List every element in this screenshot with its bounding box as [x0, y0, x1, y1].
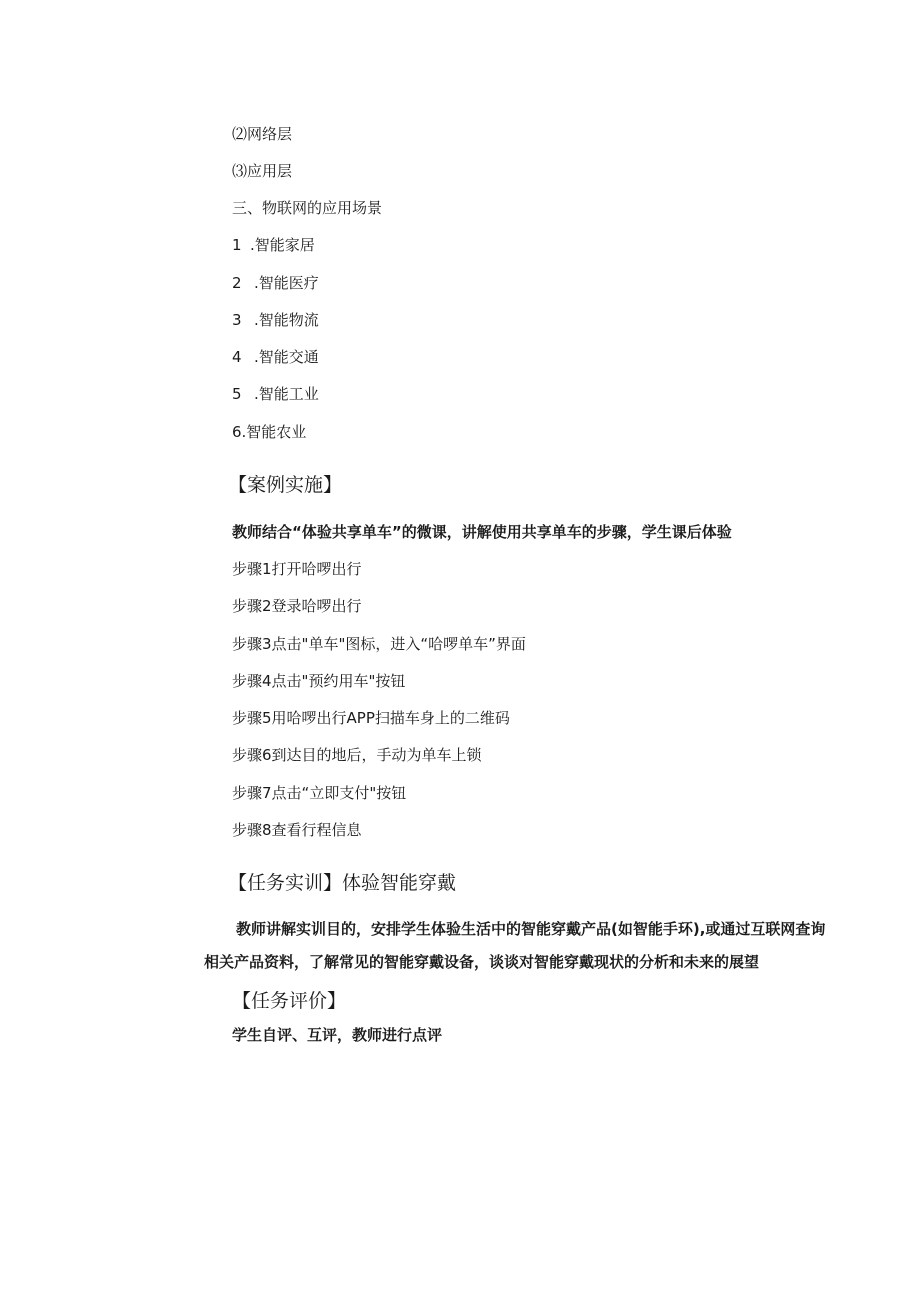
scenario-label: .智能医疗 [254, 274, 319, 292]
scenario-label: .智能物流 [254, 311, 319, 329]
scenario-number: 4 [232, 348, 242, 366]
scenario-item [232, 350, 319, 365]
step-item: 步骤4点击"预约用车"按钮 [232, 672, 406, 690]
case-implementation-heading: 【案例实施】 [228, 474, 343, 496]
task-training-heading: 【任务实训】体验智能穿戴 [228, 872, 457, 894]
step-item: 步骤7点击“立即支付"按钮 [232, 784, 407, 802]
step-item: 步骤8查看行程信息 [232, 821, 362, 839]
scenario-label: 6.智能农业 [232, 423, 307, 441]
task-evaluation-text: 学生自评、互评，教师进行点评 [232, 1026, 443, 1044]
task-evaluation-heading: 【任务评价】 [232, 990, 347, 1012]
scenario-item [232, 313, 319, 328]
scenario-number: 2 [232, 274, 242, 292]
scenario-label: .智能工业 [254, 385, 319, 403]
section-three-heading: 三、物联网的应用场景 [232, 199, 383, 217]
step-item: 步骤2登录哈啰出行 [232, 597, 362, 615]
scenario-item [232, 238, 315, 253]
task-training-text-line2: 相关产品资料，了解常见的智能穿戴设备，谈谈对智能穿戴现状的分析和未来的展望 [204, 953, 760, 971]
scenario-item [232, 425, 306, 440]
scenario-item [232, 276, 319, 291]
scenario-label: .智能家居 [250, 236, 315, 254]
case-intro-text: 教师结合“体验共享单车”的微课，讲解使用共享单车的步骤，学生课后体验 [232, 523, 732, 541]
scenario-number: 5 [232, 385, 242, 403]
scenario-number: 1 [232, 236, 242, 254]
step-item: 步骤5用哈啰出行APP扫描车身上的二维码 [232, 709, 510, 727]
task-training-text-line1: 教师讲解实训目的，安排学生体验生活中的智能穿戴产品(如智能手环),或通过互联网查询 [236, 920, 826, 938]
step-item: 步骤6到达目的地后，手动为单车上锁 [232, 746, 482, 764]
application-layer-item: ⑶应用层 [232, 162, 293, 180]
scenario-label: .智能交通 [254, 348, 319, 366]
scenario-number: 3 [232, 311, 242, 329]
network-layer-item: ⑵网络层 [232, 125, 293, 143]
step-item: 步骤3点击"单车"图标，进入“哈啰单车”界面 [232, 635, 526, 653]
scenario-item [232, 387, 319, 402]
step-item: 步骤1打开哈啰出行 [232, 560, 362, 578]
